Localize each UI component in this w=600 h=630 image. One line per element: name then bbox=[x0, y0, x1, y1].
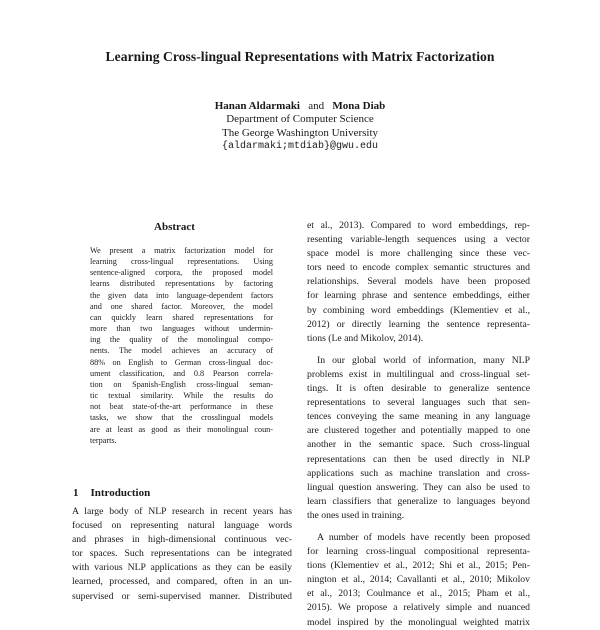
body-line: nington et al., 2014; Cavallanti et al., 2010; Mikolov bbox=[307, 574, 530, 586]
abstract-line: nents. The model achieves an accuracy of bbox=[90, 346, 273, 356]
paragraph bbox=[307, 354, 530, 523]
abstract-line: learning cross-lingual representations. Using bbox=[90, 257, 273, 267]
body-line: representations to several languages such that sen- bbox=[307, 397, 530, 409]
body-line: another in the semantic space. Such cross-lingual bbox=[307, 439, 530, 451]
body-line: problems exist in multilingual and cross-lingual set- bbox=[307, 368, 530, 380]
abstract-line: not beat state-of-the-art performance in these bbox=[90, 402, 273, 412]
body-line: learn classifiers that generalize to languages beyond bbox=[307, 495, 530, 507]
abstract-line: learns distributed representations by factoring bbox=[90, 279, 273, 289]
body-line: tions (Klementiev et al., 2012; Shi et al., 2015; Pen- bbox=[307, 560, 530, 572]
body-line: A large body of NLP research in recent years has bbox=[72, 506, 292, 517]
body-line: model inspired by the monolingual weighted matrix bbox=[307, 616, 530, 628]
body-line: A number of models have recently been proposed bbox=[317, 531, 530, 543]
body-line: are clustered together and potentially mapped to one bbox=[307, 425, 530, 437]
right-column-body bbox=[307, 219, 530, 630]
body-line: lingual question answering. They can also be used to bbox=[307, 481, 530, 493]
body-line: tings. It is often desirable to generalize sentence bbox=[307, 383, 530, 395]
body-line: resenting variable-length sequences using a vector bbox=[307, 234, 530, 246]
department: Department of Computer Science bbox=[226, 113, 374, 126]
left-column-body bbox=[72, 505, 292, 604]
paragraph bbox=[307, 531, 530, 630]
body-line: et al., 2013; Coulmance et al., 2015; Pham et al., bbox=[307, 588, 530, 600]
abstract-line: can quickly learn shared representations for bbox=[90, 312, 273, 322]
body-line: et al., 2013). Compared to word embeddings, rep- bbox=[307, 220, 530, 231]
body-line: space model is more challenging since these vec- bbox=[307, 248, 530, 260]
abstract-line: 88% on English to German cross-lingual doc- bbox=[90, 357, 273, 367]
body-line: and phrases in high-dimensional continuous vec- bbox=[72, 534, 292, 546]
body-line: for learning phrase and sentence embeddings, either bbox=[307, 290, 530, 302]
abstract-line: are at least as good as their monolingual coun- bbox=[90, 424, 273, 434]
author-2: Mona Diab bbox=[332, 100, 386, 112]
body-line: focused on representing natural language words bbox=[72, 520, 292, 532]
abstract-line: We present a matrix factorization model for bbox=[90, 246, 273, 255]
university: The George Washington University bbox=[221, 126, 379, 139]
section-heading-introduction bbox=[73, 487, 150, 499]
body-line: In our global world of information, many NLP bbox=[317, 354, 530, 366]
author-1: Hanan Aldarmaki bbox=[214, 100, 300, 112]
body-line: relationships. Several models have been proposed bbox=[307, 276, 530, 288]
body-line: with various NLP applications as they can be easily bbox=[72, 562, 292, 574]
abstract-line: tion on Spanish-English cross-lingual seman- bbox=[90, 379, 273, 389]
body-line: applications such as machine translation and cross- bbox=[307, 467, 530, 479]
body-line: tors need to encode complex semantic structures and bbox=[307, 262, 530, 274]
body-line: tor spaces. Such representations can be integrated bbox=[72, 548, 292, 560]
abstract-line: ument classification, and 0.8 Pearson correla- bbox=[90, 368, 273, 378]
author-conjunction: and bbox=[308, 100, 325, 112]
abstract-body bbox=[90, 245, 273, 446]
paper-title: Learning Cross-lingual Representations with Matrix Factorization bbox=[105, 49, 495, 64]
body-line: 2015). We propose a relatively simple and nuanced bbox=[307, 602, 530, 614]
author-email: {aldarmaki;mtdiab}@gwu.edu bbox=[221, 141, 379, 153]
section-number: 1 bbox=[73, 487, 79, 499]
body-line: 2012) or directly learning the sentence representa- bbox=[307, 318, 530, 330]
abstract-line: tasks, we show that the crosslingual models bbox=[90, 413, 273, 423]
abstract-line: ing the quality of the monolingual compo- bbox=[90, 335, 273, 345]
body-line: tences conveying the same meaning in any language bbox=[307, 411, 530, 423]
paragraph bbox=[307, 219, 530, 346]
abstract-line: and one shared factor. Moreover, the model bbox=[90, 301, 273, 311]
body-line: representations can then be used directly in NLP bbox=[307, 453, 530, 465]
body-line: supervised or semi-supervised manner. Distributed bbox=[72, 590, 292, 602]
author-block bbox=[0, 100, 600, 154]
body-line: for learning cross-lingual compositional representa- bbox=[307, 546, 530, 558]
author-names bbox=[0, 100, 600, 113]
abstract-line: the given data into language-dependent factors bbox=[90, 290, 273, 300]
body-line: by combining word embeddings (Klementiev et al., bbox=[307, 304, 530, 316]
body-line: tions (Le and Mikolov, 2014). bbox=[307, 332, 424, 344]
abstract-line: sentence-aligned corpora, the proposed model bbox=[90, 268, 273, 278]
abstract-line: tic textual similarity. While the results do bbox=[90, 391, 273, 401]
abstract-line: more than two languages without undermin- bbox=[90, 324, 273, 334]
body-line: learned, processed, and compared, often in an un- bbox=[72, 576, 292, 588]
body-line: the ones used in training. bbox=[307, 509, 405, 521]
abstract-line: terparts. bbox=[90, 435, 117, 445]
abstract-heading: Abstract bbox=[154, 221, 195, 233]
section-title: Introduction bbox=[90, 487, 151, 499]
